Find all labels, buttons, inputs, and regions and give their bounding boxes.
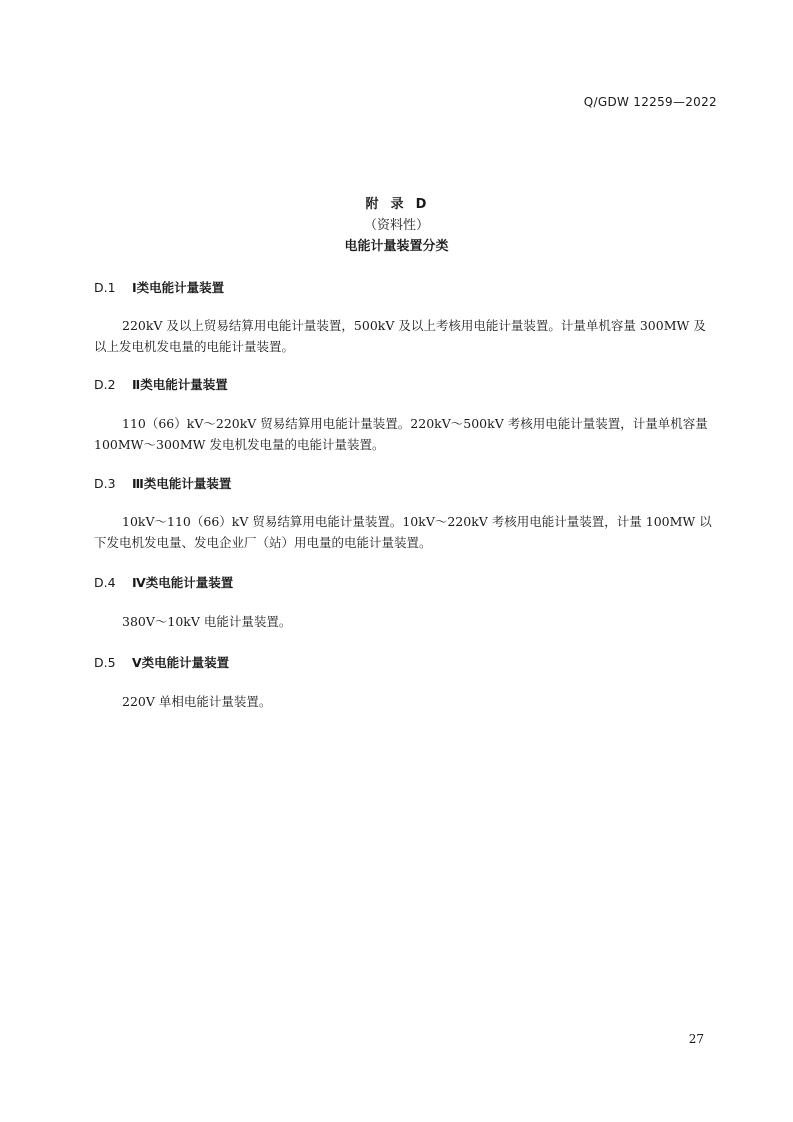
section-title: Ⅰ类电能计量装置 <box>132 280 225 295</box>
section-body-d4 <box>94 611 718 632</box>
standard-code: Q/GDW 12259—2022 <box>583 95 717 109</box>
section-body-d2 <box>94 413 718 455</box>
section-paragraph: 220kV 及以上贸易结算用电能计量装置，500kV 及以上考核用电能计量装置。计量单机容量 300MW 及以上发电机发电量的电能计量装置。 <box>94 318 706 354</box>
section-body-d5 <box>94 691 718 712</box>
section-heading-d4 <box>94 573 233 591</box>
section-number: D.1 <box>94 280 116 295</box>
appendix-label: 附 录 D <box>365 197 428 212</box>
section-body-d1 <box>94 315 718 357</box>
section-paragraph: 220V 单相电能计量装置。 <box>122 694 272 709</box>
section-heading-d5 <box>94 653 229 671</box>
page-number: 27 <box>688 1032 704 1046</box>
section-number: D.3 <box>94 476 116 491</box>
appendix-title: 电能计量装置分类 <box>344 239 449 254</box>
section-paragraph: 110（66）kV～220kV 贸易结算用电能计量装置。220kV～500kV 考核用电能计量装置，计量单机容量 100MW～300MW 发电机发电量的电能计量装置。 <box>94 416 708 452</box>
section-heading-d1 <box>94 278 224 296</box>
appendix-nature: （资料性） <box>363 218 429 233</box>
section-heading-d2 <box>94 375 228 393</box>
section-title: Ⅲ类电能计量装置 <box>132 476 232 491</box>
section-title: Ⅳ类电能计量装置 <box>132 575 234 590</box>
section-title: Ⅱ类电能计量装置 <box>132 377 228 392</box>
section-title: Ⅴ类电能计量装置 <box>132 655 230 670</box>
section-heading-d3 <box>94 474 231 492</box>
section-paragraph: 10kV～110（66）kV 贸易结算用电能计量装置。10kV～220kV 考核用电能计量装置，计量 100MW 以下发电机发电量、发电企业厂（站）用电量的电能计量装置。 <box>94 514 712 550</box>
section-number: D.4 <box>94 575 116 590</box>
section-number: D.2 <box>94 377 116 392</box>
section-body-d3 <box>94 511 718 553</box>
section-paragraph: 380V～10kV 电能计量装置。 <box>122 614 292 629</box>
section-number: D.5 <box>94 655 116 670</box>
